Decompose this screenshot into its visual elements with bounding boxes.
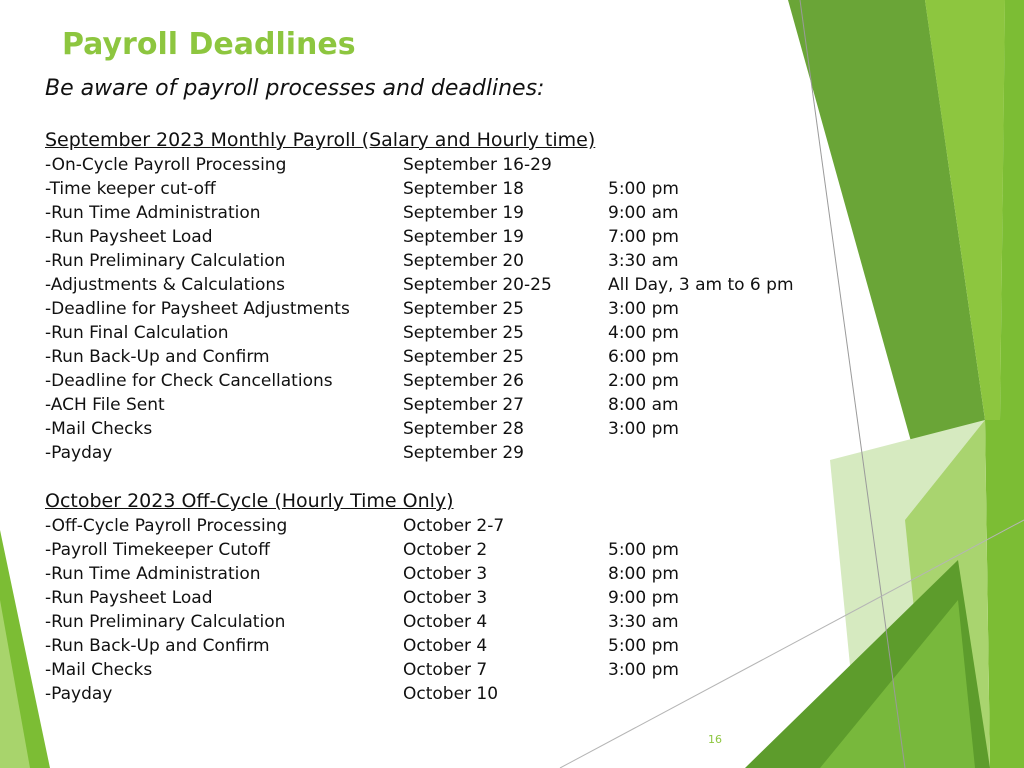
schedule-row <box>45 586 845 610</box>
task-label: -Deadline for Paysheet Adjustments <box>45 299 350 319</box>
schedule-row <box>45 417 845 441</box>
task-label: -Time keeper cut-off <box>45 179 216 199</box>
time-value: 5:00 pm <box>608 179 679 199</box>
schedule-row <box>45 562 845 586</box>
time-value: 6:00 pm <box>608 347 679 367</box>
schedule-row <box>45 634 845 658</box>
schedule-row <box>45 297 845 321</box>
time-value: 5:00 pm <box>608 636 679 656</box>
time-value: All Day, 3 am to 6 pm <box>608 275 794 295</box>
task-label: -Run Preliminary Calculation <box>45 251 286 271</box>
date-value: October 4 <box>403 612 488 632</box>
task-label: -Run Paysheet Load <box>45 227 213 247</box>
time-value: 2:00 pm <box>608 371 679 391</box>
date-value: October 3 <box>403 564 488 584</box>
time-value: 8:00 pm <box>608 564 679 584</box>
task-label: -Run Final Calculation <box>45 323 229 343</box>
date-value: September 20-25 <box>403 275 552 295</box>
time-value: 3:00 pm <box>608 419 679 439</box>
date-value: September 16-29 <box>403 155 552 175</box>
section-heading: October 2023 Off-Cycle (Hourly Time Only) <box>45 490 454 512</box>
october-section <box>45 488 845 706</box>
task-label: -Payday <box>45 684 113 704</box>
task-label: -Mail Checks <box>45 419 153 439</box>
date-value: September 19 <box>403 227 525 247</box>
task-label: -Adjustments & Calculations <box>45 275 285 295</box>
time-value: 3:30 am <box>608 612 679 632</box>
time-value: 4:00 pm <box>608 323 679 343</box>
date-value: September 28 <box>403 419 525 439</box>
date-value: September 19 <box>403 203 525 223</box>
date-value: October 3 <box>403 588 488 608</box>
time-value: 3:00 pm <box>608 299 679 319</box>
slide-subtitle: Be aware of payroll processes and deadlines: <box>45 76 545 101</box>
task-label: -Run Time Administration <box>45 203 261 223</box>
time-value: 9:00 am <box>608 203 679 223</box>
task-label: -Run Back-Up and Confirm <box>45 636 270 656</box>
schedule-row <box>45 321 845 345</box>
september-section <box>45 127 845 465</box>
task-label: -Run Preliminary Calculation <box>45 612 286 632</box>
date-value: September 26 <box>403 371 525 391</box>
task-label: -Off-Cycle Payroll Processing <box>45 516 288 536</box>
task-label: -Mail Checks <box>45 660 153 680</box>
schedule-row <box>45 345 845 369</box>
schedule-row <box>45 369 845 393</box>
time-value: 9:00 pm <box>608 588 679 608</box>
schedule-row <box>45 682 845 706</box>
schedule-row <box>45 225 845 249</box>
schedule-row <box>45 393 845 417</box>
date-value: September 20 <box>403 251 525 271</box>
schedule-row <box>45 249 845 273</box>
time-value: 5:00 pm <box>608 540 679 560</box>
schedule-row <box>45 610 845 634</box>
date-value: October 2 <box>403 540 488 560</box>
page-number: 16 <box>708 733 722 746</box>
date-value: September 25 <box>403 323 525 343</box>
schedule-row <box>45 514 845 538</box>
date-value: September 25 <box>403 299 525 319</box>
task-label: -Run Paysheet Load <box>45 588 213 608</box>
task-label: -On-Cycle Payroll Processing <box>45 155 287 175</box>
task-label: -Payroll Timekeeper Cutoff <box>45 540 270 560</box>
slide-title: Payroll Deadlines <box>62 27 356 62</box>
task-label: -ACH File Sent <box>45 395 165 415</box>
schedule-row <box>45 201 845 225</box>
date-value: October 7 <box>403 660 488 680</box>
date-value: September 29 <box>403 443 525 463</box>
time-value: 3:00 pm <box>608 660 679 680</box>
schedule-row <box>45 658 845 682</box>
date-value: September 25 <box>403 347 525 367</box>
date-value: October 4 <box>403 636 488 656</box>
date-value: September 27 <box>403 395 525 415</box>
date-value: October 2-7 <box>403 516 505 536</box>
schedule-row <box>45 538 845 562</box>
time-value: 7:00 pm <box>608 227 679 247</box>
date-value: October 10 <box>403 684 499 704</box>
time-value: 3:30 am <box>608 251 679 271</box>
schedule-row <box>45 273 845 297</box>
date-value: September 18 <box>403 179 525 199</box>
schedule-row <box>45 441 845 465</box>
task-label: -Run Time Administration <box>45 564 261 584</box>
section-heading: September 2023 Monthly Payroll (Salary and Hourly time) <box>45 129 596 151</box>
schedule-row <box>45 153 845 177</box>
schedule-row <box>45 177 845 201</box>
task-label: -Deadline for Check Cancellations <box>45 371 333 391</box>
task-label: -Run Back-Up and Confirm <box>45 347 270 367</box>
time-value: 8:00 am <box>608 395 679 415</box>
task-label: -Payday <box>45 443 113 463</box>
